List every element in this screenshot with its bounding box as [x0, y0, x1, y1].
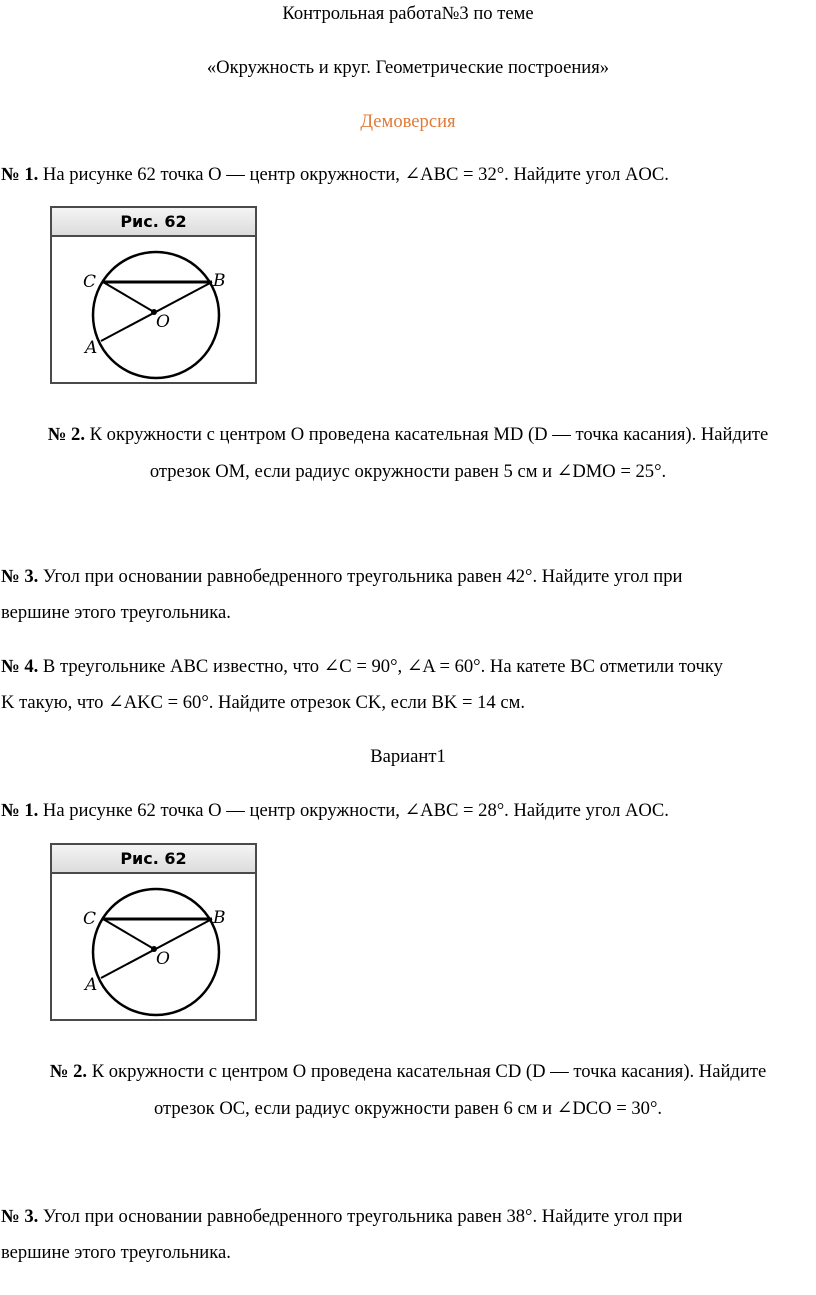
task-text: На рисунке 62 точка O — центр окружности, ∠ABC = 28°. Найдите угол AOC. — [38, 800, 669, 821]
variant-heading: Вариант1 — [370, 746, 446, 767]
document-subtitle: «Окружность и круг. Геометрические построения» — [206, 57, 610, 78]
demo-task-4-line2: K такую, что ∠AKC = 60°. Найдите отрезок CK, если BK = 14 см. — [1, 692, 526, 713]
demo-task-3-line2: вершине этого треугольника. — [1, 602, 231, 623]
task-number: № 3. — [1, 1206, 39, 1227]
variant1-task-2-line2: отрезок OC, если радиус окружности равен 6 см и ∠DCO = 30°. — [153, 1098, 663, 1119]
variant1-figure-62 — [50, 843, 257, 1021]
label-c: C — [83, 272, 97, 292]
variant1-task-3 — [1, 1205, 682, 1229]
variant1-task-2 — [0, 1060, 816, 1084]
demo-task-4 — [1, 655, 723, 679]
demo-heading: Демоверсия — [360, 111, 456, 132]
circle-diagram — [52, 237, 255, 382]
task-number: № 2. — [47, 424, 85, 445]
label-b: B — [213, 271, 226, 291]
task-text: К окружности с центром O проведена касательная CD (D — точка касания). Найдите — [87, 1061, 767, 1082]
task-number: № 4. — [1, 656, 39, 677]
circle-diagram — [52, 874, 255, 1019]
label-o: O — [156, 312, 170, 332]
document-title: Контрольная работа№3 по теме — [282, 3, 534, 24]
label-a: A — [85, 975, 98, 995]
label-b: B — [213, 908, 226, 928]
demo-figure-62 — [50, 206, 257, 384]
task-text: Угол при основании равнобедренного треугольника равен 42°. Найдите угол при — [38, 566, 683, 587]
task-number: № 1. — [1, 800, 39, 821]
label-c: C — [83, 909, 97, 929]
task-number: № 2. — [49, 1061, 88, 1082]
task-number: № 3. — [1, 566, 39, 587]
task-text: В треугольнике ABC известно, что ∠C = 90°, ∠A = 60°. На катете BC отметили точку — [38, 656, 723, 677]
demo-task-3 — [1, 565, 682, 589]
figure-caption: Рис. 62 — [52, 845, 255, 874]
demo-task-2-line2: отрезок OM, если радиус окружности равен 5 см и ∠DMO = 25°. — [149, 461, 667, 482]
variant1-task-3-line2: вершине этого треугольника. — [1, 1242, 231, 1263]
segment-co — [103, 919, 154, 949]
demo-task-2 — [0, 423, 816, 447]
demo-task-1 — [1, 163, 669, 187]
task-text: К окружности с центром O проведена касательная MD (D — точка касания). Найдите — [84, 424, 769, 445]
task-text: Угол при основании равнобедренного треугольника равен 38°. Найдите угол при — [38, 1206, 683, 1227]
segment-co — [103, 282, 154, 312]
task-text: На рисунке 62 точка O — центр окружности, ∠ABC = 32°. Найдите угол AOC. — [38, 164, 669, 185]
task-number: № 1. — [1, 164, 39, 185]
variant1-task-1 — [1, 799, 669, 823]
figure-caption: Рис. 62 — [52, 208, 255, 237]
label-o: O — [156, 949, 170, 969]
label-a: A — [85, 338, 98, 358]
